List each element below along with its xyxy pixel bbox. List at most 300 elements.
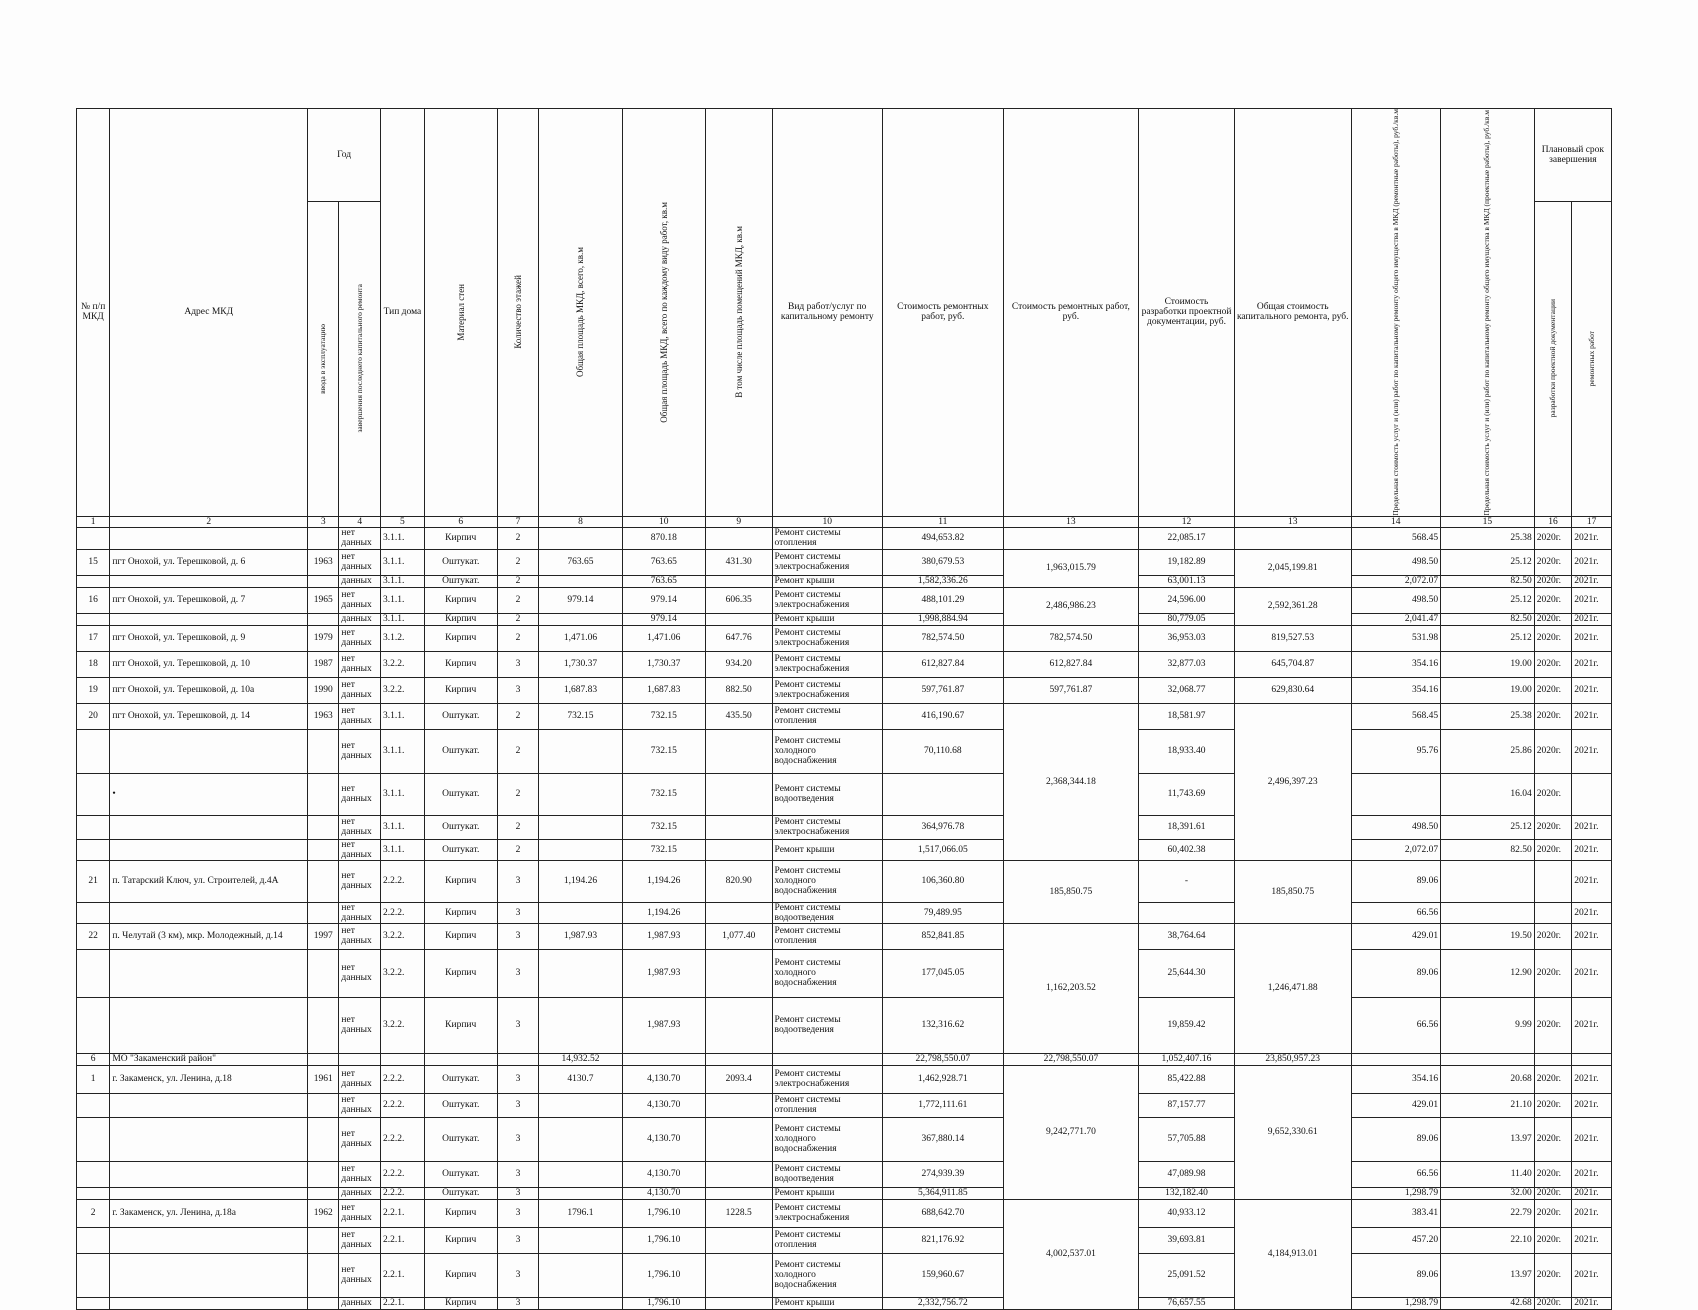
plan-repair-year: 2021г. [1572,839,1612,860]
column-number: 15 [1441,516,1535,527]
design-cost: 32,068.77 [1139,677,1235,703]
work-type: Ремонт крыши [772,613,882,625]
limit-cost-design: 9.99 [1441,997,1535,1053]
work-type: Ремонт системы отопления [772,923,882,949]
design-cost: 25,644.30 [1139,949,1235,997]
premises-area [705,1227,772,1253]
design-cost: 36,953.03 [1139,625,1235,651]
premises-area [705,613,772,625]
repair-cost-total: 2,368,344.18 [1003,703,1138,860]
year-commission [308,613,339,625]
year-last-repair: нет данных [339,1117,381,1161]
total-capital-repair-cost: 2,045,199.81 [1234,549,1351,587]
plan-repair-year: 2021г. [1572,1199,1612,1227]
column-number: 3 [308,516,339,527]
floor-count: 3 [497,1117,539,1161]
table-row [77,1065,1612,1093]
limit-cost-repair: 354.16 [1351,1065,1441,1093]
plan-repair-year: 2021г. [1572,860,1612,902]
work-type: Ремонт крыши [772,1297,882,1309]
house-address [110,527,308,549]
plan-design-year [1534,902,1571,923]
limit-cost-design: 25.38 [1441,527,1535,549]
year-last-repair: нет данных [339,1161,381,1187]
house-number [77,575,110,587]
house-address [110,575,308,587]
header-work-type: Вид работ/услуг по капитальному ремонту [772,109,882,517]
header-total-cost: Общая стоимость капитального ремонта, руб. [1234,109,1351,517]
design-cost: 87,157.77 [1139,1093,1235,1117]
table-row [77,527,1612,549]
house-number [77,815,110,839]
house-type: 2.2.2. [381,1117,425,1161]
house-address: пгт Онохой, ул. Терешковой, д. 9 [110,625,308,651]
repair-cost: 688,642.70 [882,1199,1003,1227]
table-row [77,815,1612,839]
work-type: Ремонт крыши [772,839,882,860]
table-row [77,1297,1612,1309]
design-cost: 18,391.61 [1139,815,1235,839]
total-area [539,902,622,923]
total-area: 1,471.06 [539,625,622,651]
plan-design-year: 2020г. [1534,549,1571,575]
limit-cost-design: 12.90 [1441,949,1535,997]
table-row [77,1161,1612,1187]
total-capital-repair-cost: 645,704.87 [1234,651,1351,677]
header-repair-cost: Стоимость ремонтных работ, руб. [882,109,1003,517]
area-by-work: 1,796.10 [622,1297,705,1309]
premises-area: 1,077.40 [705,923,772,949]
work-type: Ремонт крыши [772,575,882,587]
repair-cost: 1,517,066.05 [882,839,1003,860]
plan-repair-year: 2021г. [1572,1065,1612,1093]
wall-material: Кирпич [424,1297,497,1309]
year-last-repair: данных [339,1187,381,1199]
house-number [77,839,110,860]
year-commission: 1997 [308,923,339,949]
repair-cost: 380,679.53 [882,549,1003,575]
limit-cost-repair: 2,072.07 [1351,839,1441,860]
header-floors [497,109,539,517]
repair-cost: 132,316.62 [882,997,1003,1053]
total-area [539,839,622,860]
table-row [77,839,1612,860]
area-by-work: 732.15 [622,815,705,839]
area-by-work: 870.18 [622,527,705,549]
column-number: 17 [1572,516,1612,527]
plan-design-year: 2020г. [1534,997,1571,1053]
work-type: Ремонт системы электроснабжения [772,677,882,703]
floor-count: 3 [497,651,539,677]
year-last-repair: нет данных [339,949,381,997]
column-number: 10 [622,516,705,527]
floor-count: 3 [497,923,539,949]
plan-design-year [1534,860,1571,902]
plan-design-year: 2020г. [1534,729,1571,773]
premises-area [705,1297,772,1309]
header-total-area-text: Общая площадь МКД, всего, кв.м [575,247,586,378]
plan-repair-year: 2021г. [1572,625,1612,651]
year-commission [308,1187,339,1199]
column-number: 6 [424,516,497,527]
house-address [110,613,308,625]
wall-material: Оштукат. [424,575,497,587]
limit-cost-design: 25.12 [1441,815,1535,839]
total-capital-repair-cost: 1,246,471.88 [1234,923,1351,1053]
house-type: 3.1.1. [381,839,425,860]
plan-repair-year: 2021г. [1572,1253,1612,1297]
column-number: 5 [381,516,425,527]
premises-area: 882.50 [705,677,772,703]
limit-cost-repair: 89.06 [1351,1253,1441,1297]
plan-design-year: 2020г. [1534,1253,1571,1297]
area-by-work: 1,730.37 [622,651,705,677]
year-commission [308,839,339,860]
limit-cost-repair: 89.06 [1351,860,1441,902]
year-commission [308,1053,339,1065]
house-number [77,1117,110,1161]
limit-cost-repair: 429.01 [1351,923,1441,949]
header-total-area [539,109,622,517]
plan-repair-year: 2021г. [1572,613,1612,625]
limit-cost-design: 82.50 [1441,613,1535,625]
area-by-work: 1,987.93 [622,949,705,997]
total-capital-repair-cost: 2,592,361.28 [1234,587,1351,625]
table-row [77,997,1612,1053]
house-number [77,949,110,997]
area-by-work: 732.15 [622,773,705,815]
floor-count: 3 [497,1227,539,1253]
plan-repair-year: 2021г. [1572,997,1612,1053]
area-by-work: 763.65 [622,575,705,587]
work-type: Ремонт системы водоотведения [772,997,882,1053]
year-commission [308,1253,339,1297]
floor-count: 2 [497,703,539,729]
floor-count: 3 [497,1187,539,1199]
wall-material: Кирпич [424,949,497,997]
floor-count: 2 [497,575,539,587]
repair-cost: 2,332,756.72 [882,1297,1003,1309]
plan-design-year: 2020г. [1534,773,1571,815]
limit-cost-repair: 89.06 [1351,949,1441,997]
premises-area [705,1093,772,1117]
work-type: Ремонт системы водоотведения [772,902,882,923]
plan-design-year: 2020г. [1534,1297,1571,1309]
premises-area [705,949,772,997]
house-type: 2.2.1. [381,1297,425,1309]
limit-cost-design: 13.97 [1441,1117,1535,1161]
house-type: 2.2.1. [381,1199,425,1227]
repair-cost-total: 4,002,537.01 [1003,1199,1138,1309]
year-last-repair: нет данных [339,1227,381,1253]
house-number [77,527,110,549]
work-type: Ремонт системы отопления [772,1093,882,1117]
design-cost: 24,596.00 [1139,587,1235,613]
total-area [539,1187,622,1199]
repair-cost: 70,110.68 [882,729,1003,773]
house-type: 3.1.1. [381,575,425,587]
table-row [77,549,1612,575]
year-commission [308,902,339,923]
floor-count: 3 [497,1161,539,1187]
floor-count: 3 [497,1065,539,1093]
design-cost: 47,089.98 [1139,1161,1235,1187]
design-cost: 132,182.40 [1139,1187,1235,1199]
limit-cost-design: 25.86 [1441,729,1535,773]
plan-design-year: 2020г. [1534,839,1571,860]
repair-cost: 852,841.85 [882,923,1003,949]
premises-area: 2093.4 [705,1065,772,1093]
work-type: Ремонт системы электроснабжения [772,815,882,839]
table-row [77,703,1612,729]
area-by-work: 1,796.10 [622,1199,705,1227]
house-address [110,839,308,860]
design-cost: 32,877.03 [1139,651,1235,677]
premises-area [705,729,772,773]
limit-cost-design [1441,902,1535,923]
repair-cost: 364,976.78 [882,815,1003,839]
wall-material: Кирпич [424,677,497,703]
floor-count: 3 [497,1093,539,1117]
limit-cost-design [1441,860,1535,902]
repair-cost: 106,360.80 [882,860,1003,902]
header-plan-group: Плановый срок завершения [1534,109,1611,202]
area-by-work [622,1053,705,1065]
wall-material: Кирпич [424,1199,497,1227]
limit-cost-design: 22.79 [1441,1199,1535,1227]
limit-cost-repair [1351,1053,1441,1065]
plan-design-year [1534,1053,1571,1065]
table-row [77,1117,1612,1161]
house-type: 2.2.2. [381,1161,425,1187]
total-area [539,1227,622,1253]
total-capital-repair-cost: 819,527.53 [1234,625,1351,651]
year-last-repair: нет данных [339,587,381,613]
total-area [539,997,622,1053]
table-row [77,773,1612,815]
area-by-work: 4,130.70 [622,1161,705,1187]
year-last-repair: нет данных [339,815,381,839]
total-area: 1,194.26 [539,860,622,902]
repair-cost: 367,880.14 [882,1117,1003,1161]
house-number: 20 [77,703,110,729]
work-type: Ремонт системы отопления [772,527,882,549]
wall-material: Кирпич [424,860,497,902]
premises-area [705,1117,772,1161]
limit-cost-design: 16.04 [1441,773,1535,815]
year-last-repair: нет данных [339,1065,381,1093]
total-area [539,815,622,839]
year-commission [308,1093,339,1117]
area-by-work: 1,796.10 [622,1227,705,1253]
plan-repair-year [1572,773,1612,815]
limit-cost-repair: 457.20 [1351,1227,1441,1253]
house-number [77,773,110,815]
house-address [110,1117,308,1161]
total-area [539,773,622,815]
year-commission [308,1227,339,1253]
plan-design-year: 2020г. [1534,703,1571,729]
repair-cost: 494,653.82 [882,527,1003,549]
work-type: Ремонт системы электроснабжения [772,1199,882,1227]
column-number-row [77,516,1612,527]
plan-design-year: 2020г. [1534,1093,1571,1117]
year-commission: 1961 [308,1065,339,1093]
repair-cost-total: 597,761.87 [1003,677,1138,703]
table-row [77,1187,1612,1199]
repair-cost: 612,827.84 [882,651,1003,677]
plan-design-year: 2020г. [1534,1117,1571,1161]
year-last-repair: нет данных [339,773,381,815]
total-capital-repair-cost: 4,184,913.01 [1234,1199,1351,1309]
work-type: Ремонт крыши [772,1187,882,1199]
repair-cost-total: 185,850.75 [1003,860,1138,923]
house-number [77,1161,110,1187]
house-type: 3.2.2. [381,677,425,703]
table-row [77,575,1612,587]
house-address: пгт Онохой, ул. Терешковой, д. 6 [110,549,308,575]
design-cost: 63,001.13 [1139,575,1235,587]
design-cost: 40,933.12 [1139,1199,1235,1227]
limit-cost-repair: 531.98 [1351,625,1441,651]
area-by-work: 763.65 [622,549,705,575]
repair-cost-total: 1,162,203.52 [1003,923,1138,1053]
house-type: 3.1.1. [381,527,425,549]
design-cost: - [1139,860,1235,902]
design-cost: 38,764.64 [1139,923,1235,949]
repair-cost: 782,574.50 [882,625,1003,651]
house-number: 6 [77,1053,110,1065]
column-number: 12 [1139,516,1235,527]
floor-count: 2 [497,549,539,575]
wall-material: Кирпич [424,613,497,625]
house-address: пгт Онохой, ул. Терешковой, д. 10 [110,651,308,677]
house-type: 2.2.1. [381,1253,425,1297]
header-limit-cost-repair [1351,109,1441,517]
wall-material: Кирпич [424,587,497,613]
house-address [110,1227,308,1253]
design-cost: 85,422.88 [1139,1065,1235,1093]
column-number: 16 [1534,516,1571,527]
limit-cost-design: 82.50 [1441,839,1535,860]
premises-area: 606.35 [705,587,772,613]
premises-area [705,575,772,587]
total-area: 1,730.37 [539,651,622,677]
work-type: Ремонт системы холодного водоснабжения [772,729,882,773]
year-commission [308,997,339,1053]
plan-repair-year: 2021г. [1572,575,1612,587]
area-by-work: 732.15 [622,839,705,860]
floor-count: 3 [497,860,539,902]
year-last-repair: нет данных [339,549,381,575]
plan-repair-year [1572,1053,1612,1065]
limit-cost-repair: 89.06 [1351,1117,1441,1161]
house-number [77,1227,110,1253]
total-area: 14,932.52 [539,1053,622,1065]
house-address [110,729,308,773]
floor-count: 2 [497,527,539,549]
header-premises-area-text: В том числе площадь помещений МКД, кв.м [733,226,744,399]
year-last-repair: нет данных [339,625,381,651]
year-last-repair: нет данных [339,677,381,703]
area-by-work: 732.15 [622,729,705,773]
area-by-work: 1,194.26 [622,860,705,902]
limit-cost-design: 25.12 [1441,587,1535,613]
premises-area: 1228.5 [705,1199,772,1227]
premises-area [705,815,772,839]
year-last-repair: нет данных [339,729,381,773]
total-area: 732.15 [539,703,622,729]
header-plan-design-text: разработки проектной документации [1548,299,1558,418]
house-type: 3.1.1. [381,729,425,773]
wall-material: Оштукат. [424,703,497,729]
limit-cost-repair: 354.16 [1351,677,1441,703]
total-area [539,1297,622,1309]
wall-material: Оштукат. [424,1187,497,1199]
wall-material: Кирпич [424,651,497,677]
year-commission [308,527,339,549]
premises-area [705,1187,772,1199]
header-year-last-repair [339,201,381,516]
repair-cost [882,773,1003,815]
column-number: 7 [497,516,539,527]
floor-count: 2 [497,729,539,773]
header-address: Адрес МКД [110,109,308,517]
house-number [77,613,110,625]
plan-design-year: 2020г. [1534,527,1571,549]
work-type: Ремонт системы электроснабжения [772,549,882,575]
year-last-repair: нет данных [339,651,381,677]
plan-repair-year: 2021г. [1572,703,1612,729]
table-row [77,1199,1612,1227]
house-type: 3.1.1. [381,549,425,575]
floor-count: 3 [497,902,539,923]
plan-repair-year: 2021г. [1572,815,1612,839]
year-commission: 1979 [308,625,339,651]
design-cost: 22,085.17 [1139,527,1235,549]
limit-cost-design [1441,1053,1535,1065]
column-number: 13 [1234,516,1351,527]
repair-cost: 1,772,111.61 [882,1093,1003,1117]
plan-repair-year: 2021г. [1572,902,1612,923]
table-row [77,1253,1612,1297]
column-number: 14 [1351,516,1441,527]
limit-cost-repair [1351,773,1441,815]
floor-count: 2 [497,613,539,625]
floor-count: 2 [497,625,539,651]
area-by-work: 732.15 [622,703,705,729]
work-type: Ремонт системы холодного водоснабжения [772,1117,882,1161]
header-floors-text: Количество этажей [512,275,523,350]
limit-cost-design: 19.00 [1441,677,1535,703]
work-type: Ремонт системы отопления [772,1227,882,1253]
premises-area [705,902,772,923]
wall-material: Кирпич [424,625,497,651]
repair-cost: 597,761.87 [882,677,1003,703]
header-year-group: Год [308,109,381,202]
house-type: 3.1.2. [381,625,425,651]
work-type: Ремонт системы отопления [772,703,882,729]
total-capital-repair-cost [1234,527,1351,549]
floor-count: 3 [497,997,539,1053]
limit-cost-repair: 498.50 [1351,549,1441,575]
house-number [77,997,110,1053]
wall-material: Оштукат. [424,729,497,773]
plan-repair-year: 2021г. [1572,949,1612,997]
work-type: Ремонт системы электроснабжения [772,625,882,651]
wall-material: Оштукат. [424,1117,497,1161]
house-number: 19 [77,677,110,703]
